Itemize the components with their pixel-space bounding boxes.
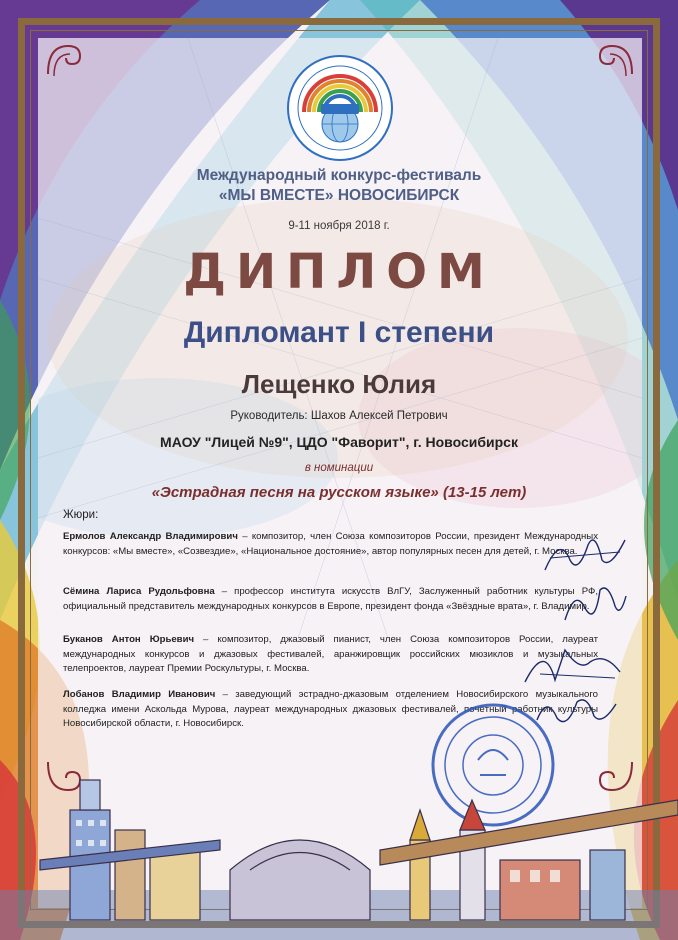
contest-title	[0, 166, 678, 206]
jury-member-name: Лобанов Владимир Иванович	[63, 689, 216, 700]
jury-member-info: – профессор института искусств ВлГУ, Заслуженный работник культуры РФ, официальный представитель международных конкурсов в Европе, президент фонда «Звёздные врата», г. Владимир.	[63, 586, 598, 612]
jury-member-info: – композитор, джазовый пианист, член Союза композиторов России, лауреат международных конкурсов и джазовых фестивалей, аранжировщик российских мюзиклов и музыкальных телепроектов, лауреат Премии Роскультуры, г. Москва.	[63, 634, 598, 674]
jury-member	[63, 585, 598, 614]
diploma-title: ДИПЛОМ	[183, 244, 495, 300]
contest-title-line2: «МЫ ВМЕСТЕ» НОВОСИБИРСК	[218, 187, 460, 204]
jury-member	[63, 530, 598, 559]
jury-member-name: Буканов Антон Юрьевич	[63, 634, 195, 645]
nomination-label: в номинации	[304, 462, 374, 474]
contest-date: 9-11 ноября 2018 г.	[288, 220, 390, 232]
recipient-name: Лещенко Юлия	[241, 369, 437, 399]
signature-3	[520, 642, 630, 692]
jury-member-name: Сёмина Лариса Рудольфовна	[63, 586, 215, 597]
school-line: МАОУ "Лицей №9", ЦДО "Фаворит", г. Новосибирск	[160, 434, 518, 450]
diploma-degree: Дипломант I степени	[183, 316, 495, 349]
corner-ornament-top-right	[590, 40, 636, 80]
city-skyline	[0, 740, 678, 940]
leader-line: Руководитель: Шахов Алексей Петрович	[230, 410, 448, 422]
corner-ornament-top-left	[44, 40, 90, 80]
signature-1	[540, 530, 630, 580]
jury-member-info: – композитор, член Союза композиторов России, президент Международных конкурсов: «Мы вместе», «Созвездие», «Национальное достояние», автор популярных песен для детей, г. Москва.	[63, 531, 598, 557]
nomination-title: «Эстрадная песня на русском языке» (13-15 лет)	[151, 484, 527, 501]
jury-member	[63, 633, 598, 677]
contest-logo-icon	[279, 52, 401, 164]
signature-2	[560, 578, 630, 628]
jury-label: Жюри:	[63, 509, 99, 521]
contest-title-line1: Международный конкурс-фестиваль	[196, 167, 482, 184]
jury-member-name: Ермолов Александр Владимирович	[63, 531, 238, 542]
jury-member-info: – заведующий эстрадно-джазовым отделением Новосибирского музыкального колледжа имени Аскольда Мурова, лауреат международных джазовых фестивалей, почётный работник культуры Новосибирской области, г. Новосибирск.	[63, 689, 598, 729]
